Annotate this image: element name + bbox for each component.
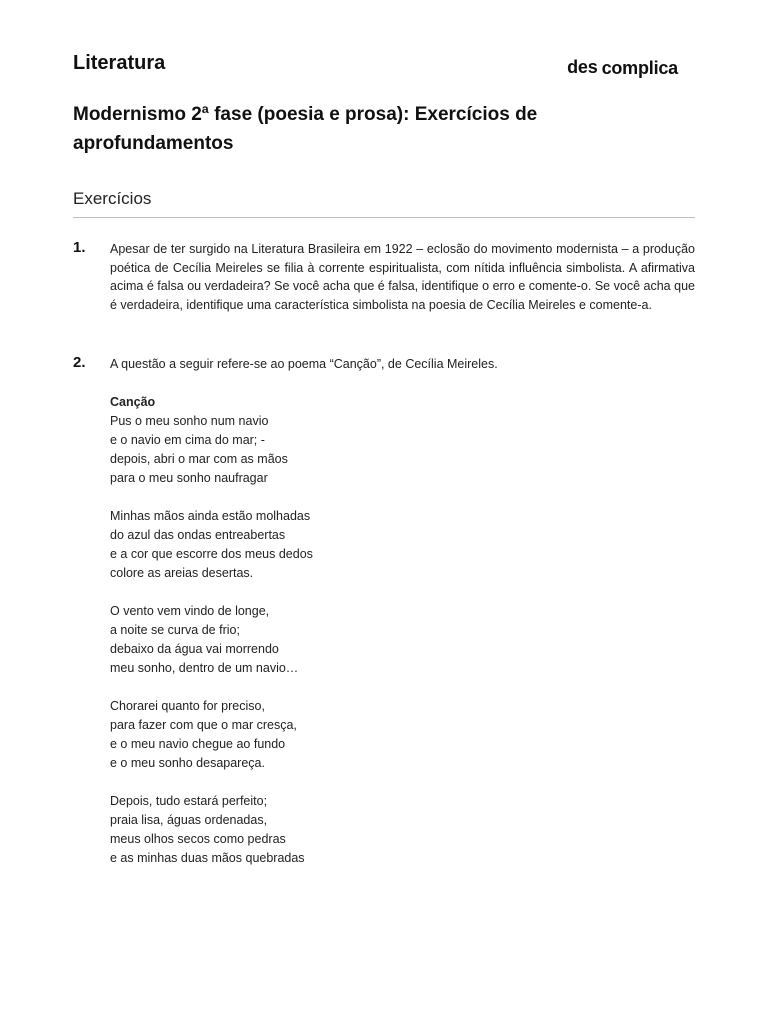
- poem-line: para fazer com que o mar cresça,: [110, 718, 297, 732]
- poem-stanza: [110, 792, 510, 868]
- poem-line: meus olhos secos como pedras: [110, 832, 286, 846]
- question-text: A questão a seguir refere-se ao poema “Canção”, de Cecília Meireles.: [110, 357, 498, 371]
- poem-line: e as minhas duas mãos quebradas: [110, 851, 305, 865]
- poem-line: e o navio em cima do mar; -: [110, 433, 265, 447]
- poem-line: praia lisa, águas ordenadas,: [110, 813, 268, 827]
- poem-line: O vento vem vindo de longe,: [110, 604, 270, 618]
- poem-title: Canção: [110, 395, 156, 409]
- logo-text: complica: [601, 57, 678, 78]
- poem-line: Depois, tudo estará perfeito;: [110, 794, 268, 808]
- poem-stanza: [110, 412, 510, 488]
- page-header: [73, 50, 695, 90]
- poem-stanza: [110, 602, 510, 678]
- poem: [110, 393, 510, 887]
- poem-line: a noite se curva de frio;: [110, 623, 240, 637]
- poem-line: do azul das ondas entreabertas: [110, 528, 286, 542]
- poem-line: debaixo da água vai morrendo: [110, 642, 279, 656]
- descomplica-logo: [565, 52, 678, 84]
- subject-title: Literatura: [73, 52, 166, 74]
- poem-line: para o meu sonho naufragar: [110, 471, 268, 485]
- poem-stanza: [110, 697, 510, 773]
- poem-line: Chorarei quanto for preciso,: [110, 699, 265, 713]
- poem-stanza: [110, 507, 510, 583]
- poem-line: meu sonho, dentro de um navio…: [110, 661, 299, 675]
- question-text: Apesar de ter surgido na Literatura Brasileira em 1922 – eclosão do movimento modernista – a produção poética de Cecília Meireles se filia à corrente espiritualista, com nítida influência simbolista. A afirmativa acima é falsa ou verdadeira? Se você acha que é falsa, identifique o erro e comente-o. Se você acha que é verdadeira, identifique uma característica simbolista na poesia de Cecília Meireles e comente-a.: [110, 242, 695, 312]
- question-number: 1.: [73, 239, 86, 256]
- section-title: Exercícios: [73, 189, 152, 208]
- poem-line: e o meu navio chegue ao fundo: [110, 737, 286, 751]
- poem-line: depois, abri o mar com as mãos: [110, 452, 288, 466]
- poem-line: Minhas mãos ainda estão molhadas: [110, 509, 311, 523]
- question-number: 2.: [73, 354, 86, 371]
- poem-line: Pus o meu sonho num navio: [110, 414, 269, 428]
- section-divider: [73, 217, 695, 218]
- poem-line: e o meu sonho desapareça.: [110, 756, 265, 770]
- poem-line: colore as areias desertas.: [110, 566, 254, 580]
- logo-badge: des: [565, 54, 599, 82]
- poem-line: e a cor que escorre dos meus dedos: [110, 547, 313, 561]
- page-title: Modernismo 2ª fase (poesia e prosa): Exercícios de aprofundamentos: [73, 104, 538, 154]
